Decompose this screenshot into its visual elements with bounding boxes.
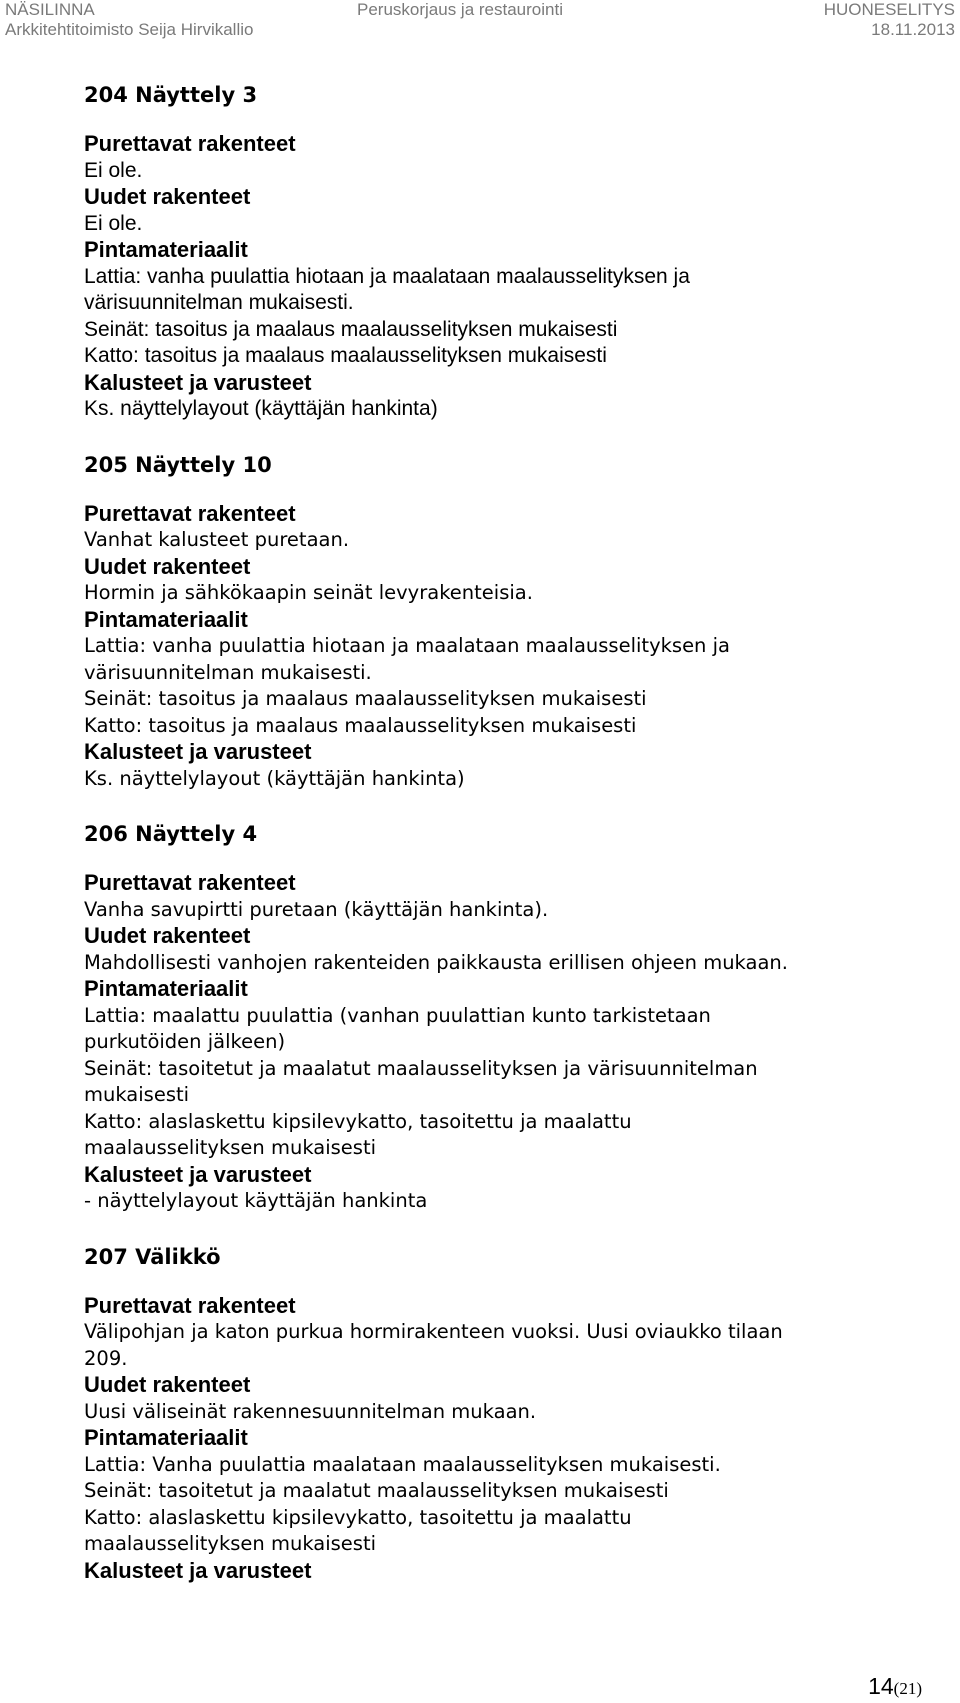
spec-text-line: Seinät: tasoitetut ja maalatut maalausselityksen mukaisesti <box>84 1479 669 1502</box>
spec-text-line: värisuunnitelman mukaisesti. <box>84 660 372 684</box>
spec-text-line: purkutöiden jälkeen) <box>84 1030 286 1053</box>
spec-heading: Uudet rakenteet <box>84 1372 251 1397</box>
spec-text-line: Seinät: tasoitus ja maalaus maalausselityksen mukaisesti <box>84 687 647 710</box>
spec-text-line: Katto: alaslaskettu kipsilevykatto, tasoitettu ja maalattu <box>84 1505 632 1529</box>
room-section <box>84 1244 914 1585</box>
page-number <box>868 1673 922 1700</box>
header-date: 18.11.2013 <box>871 20 955 39</box>
room-section <box>84 82 914 423</box>
spec-block <box>84 554 914 607</box>
spec-text-line: Ks. näyttelylayout (käyttäjän hankinta) <box>84 766 465 790</box>
page-number-current: 14 <box>868 1673 894 1699</box>
spec-text-line: Lattia: vanha puulattia hiotaan ja maalataan maalausselityksen ja <box>84 264 690 288</box>
spec-text-line: Välipohjan ja katon purkua hormirakenteen vuoksi. Uusi oviaukko tilaan <box>84 1320 783 1343</box>
spec-block <box>84 870 914 923</box>
spec-text-line: 209. <box>84 1346 128 1370</box>
spec-block <box>84 237 914 370</box>
room-title: 206 Näyttely 4 <box>84 822 258 846</box>
spec-text-line: Katto: tasoitus ja maalaus maalausselityksen mukaisesti <box>84 713 637 737</box>
document-body <box>84 74 914 1613</box>
spec-text-line: Seinät: tasoitetut ja maalatut maalausselityksen ja värisuunnitelman <box>84 1056 758 1080</box>
spec-text-line: Ei ole. <box>84 211 143 235</box>
header-org-name: NÄSILINNA <box>5 0 95 19</box>
spec-text-line: maalausselityksen mukaisesti <box>84 1136 377 1159</box>
spec-block <box>84 976 914 1162</box>
room-section <box>84 452 914 793</box>
spec-text-line: Uusi väliseinät rakennesuunnitelman mukaan. <box>84 1399 537 1423</box>
spec-heading: Purettavat rakenteet <box>84 500 296 526</box>
spec-block <box>84 370 914 423</box>
spec-block <box>84 131 914 184</box>
spec-heading: Purettavat rakenteet <box>84 131 296 156</box>
spec-block <box>84 923 914 976</box>
room-title: 207 Välikkö <box>84 1244 221 1269</box>
spec-block <box>84 1558 914 1585</box>
spec-text-line: Mahdollisesti vanhojen rakenteiden paikkausta erillisen ohjeen mukaan. <box>84 950 788 974</box>
spec-text-line: Vanha savupirtti puretaan (käyttäjän hankinta). <box>84 897 549 921</box>
spec-block <box>84 184 914 237</box>
spec-block <box>84 1425 914 1558</box>
spec-text-line: värisuunnitelman mukaisesti. <box>84 291 354 314</box>
spec-heading: Uudet rakenteet <box>84 184 251 209</box>
spec-text-line: Lattia: maalattu puulattia (vanhan puulattian kunto tarkistetaan <box>84 1003 711 1027</box>
spec-text-line: Ei ole. <box>84 158 143 182</box>
page-number-total: (21) <box>893 1679 922 1698</box>
spec-block <box>84 1293 914 1373</box>
header-doc-type: HUONESELITYS <box>823 0 955 19</box>
spec-heading: Pintamateriaalit <box>84 237 248 262</box>
spec-text-line: - näyttelylayout käyttäjän hankinta <box>84 1189 428 1212</box>
spec-heading: Uudet rakenteet <box>84 553 251 579</box>
room-section <box>84 821 914 1215</box>
spec-heading: Kalusteet ja varusteet <box>84 739 312 764</box>
spec-text-line: Vanhat kalusteet puretaan. <box>84 528 350 551</box>
spec-heading: Uudet rakenteet <box>84 923 251 948</box>
room-title: 204 Näyttely 3 <box>84 83 258 107</box>
spec-heading: Kalusteet ja varusteet <box>84 369 312 395</box>
spec-heading: Pintamateriaalit <box>84 1425 248 1450</box>
spec-heading: Pintamateriaalit <box>84 976 248 1001</box>
spec-text-line: maalausselityksen mukaisesti <box>84 1532 377 1555</box>
header-project: Peruskorjaus ja restaurointi <box>357 0 563 19</box>
spec-block <box>84 501 914 554</box>
header-architect: Arkkitehtitoimisto Seija Hirvikallio <box>5 20 254 39</box>
spec-block <box>84 1372 914 1425</box>
spec-text-line: Seinät: tasoitus ja maalaus maalausselityksen mukaisesti <box>84 317 618 341</box>
spec-heading: Kalusteet ja varusteet <box>84 1557 312 1583</box>
spec-text-line: Katto: alaslaskettu kipsilevykatto, tasoitettu ja maalattu <box>84 1109 632 1133</box>
spec-heading: Purettavat rakenteet <box>84 870 296 895</box>
spec-block <box>84 1162 914 1215</box>
spec-text-line: Lattia: vanha puulattia hiotaan ja maalataan maalausselityksen ja <box>84 634 730 657</box>
spec-heading: Pintamateriaalit <box>84 606 248 632</box>
spec-block <box>84 607 914 740</box>
spec-block <box>84 739 914 792</box>
spec-heading: Kalusteet ja varusteet <box>84 1161 312 1187</box>
spec-text-line: Hormin ja sähkökaapin seinät levyrakenteisia. <box>84 581 533 604</box>
spec-text-line: Ks. näyttelylayout (käyttäjän hankinta) <box>84 397 438 420</box>
spec-text-line: mukaisesti <box>84 1083 190 1106</box>
spec-heading: Purettavat rakenteet <box>84 1292 296 1318</box>
spec-text-line: Katto: tasoitus ja maalaus maalausselityksen mukaisesti <box>84 344 607 367</box>
room-title: 205 Näyttely 10 <box>84 452 272 477</box>
spec-text-line: Lattia: Vanha puulattia maalataan maalausselityksen mukaisesti. <box>84 1452 721 1476</box>
